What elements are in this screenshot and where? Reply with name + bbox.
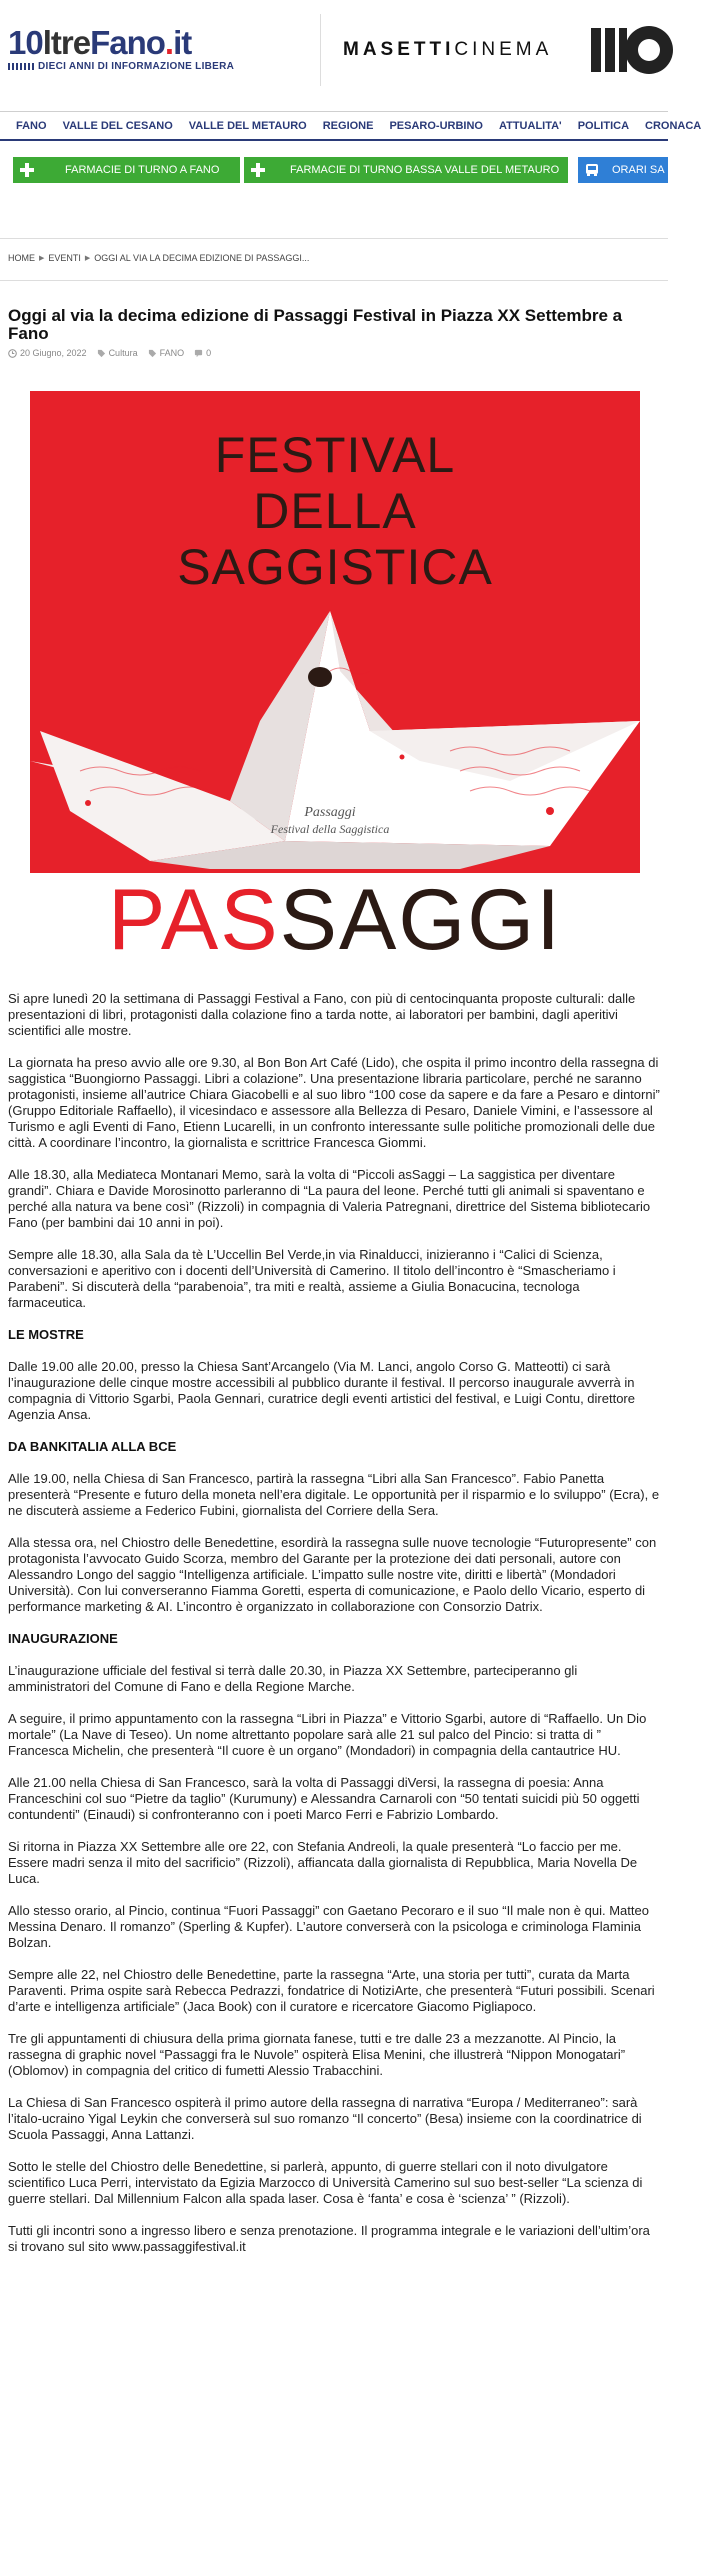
article-paragraph: Dalle 19.00 alle 20.00, presso la Chiesa Sant’Arcangelo (Via M. Lanci, angolo Corso G. Matteotti) ci sarà l’inaugurazione delle cinque mostre accessibili al pubblico durante il festival. Il percorso inaugurale avverrà in compagnia di Vittorio Sgarbi, Paola Gennari, curatrice degli eventi artistici del festival, e Luigi Contu, direttore Agenzia Ansa. xyxy=(8,1359,635,1422)
site-logo[interactable] xyxy=(8,26,234,72)
pharmacy-cross-icon xyxy=(13,157,41,183)
quick-link-farmacie-fano[interactable]: FARMACIE DI TURNO A FANO xyxy=(13,157,240,183)
breadcrumb xyxy=(8,253,309,263)
quick-links-bar xyxy=(0,157,668,183)
breadcrumb-arrow-icon: ▶ xyxy=(84,255,91,262)
article-paragraph: Sempre alle 22, nel Chiostro delle Benedettine, parte la rassegna “Arte, una storia per tutti”, curata da Marta Paraventi. Prima ospite sarà Rebecca Pedrazzi, fondatrice di NotiziArte, che presenterà “Futuri possibili. Scenari d’arte e intelligenza artificiale” (Jaca Book) con il curatore e ricercatore Giacomo Pigliapoco. xyxy=(8,1967,655,2014)
article-paragraph: A seguire, il primo appuntamento con la rassegna “Libri in Piazza” e Vittorio Sgarbi, autore di “Raffaello. Un Dio mortale” (La Nave di Teseo). Un nome altrettanto popolare sarà alle 21 sul palco del Pincio: si tratta di ” Francesca Michelin, che presenterà “Il cuore è un organo” (Mondadori) in compagnia della cantautrice HU. xyxy=(8,1711,647,1758)
meta-tag[interactable]: FANO xyxy=(148,348,185,358)
article-subheading: INAUGURAZIONE xyxy=(8,1631,118,1646)
article-paragraph: Si apre lunedì 20 la settimana di Passaggi Festival a Fano, con più di centocinquanta proposte culturali: dalle presentazioni di libri, protagonisti dalla colazione fino a tarda notte, ai laboratori per bambini, dagli aperitivi scientifici alle mostre. xyxy=(8,991,636,1038)
nav-item-pesaro-urbino[interactable]: PESARO-URBINO xyxy=(389,119,483,132)
quick-link-orari[interactable]: ORARI SA xyxy=(578,157,668,183)
tag-icon xyxy=(97,349,106,358)
meta-category[interactable]: Cultura xyxy=(97,348,138,358)
nav-item-regione[interactable]: REGIONE xyxy=(322,119,374,132)
bus-icon xyxy=(578,157,606,183)
main-nav xyxy=(0,111,702,141)
ad-brand-text: MASETTICINEMA xyxy=(343,39,553,60)
tag-icon xyxy=(148,349,157,358)
article-paragraph: Si ritorna in Piazza XX Settembre alle ore 22, con Stefania Andreoli, la quale presenterà “Lo faccio per me. Essere madri senza il mito del sacrificio” (Rizzoli), affiancata dalla giornalista di Repubblica, Maria Novella De Luca. xyxy=(8,1839,638,1886)
clock-icon xyxy=(8,349,17,358)
nav-item-valle-del-cesano[interactable]: VALLE DEL CESANO xyxy=(62,119,173,132)
article-paragraph: Sotto le stelle del Chiostro delle Benedettine, si parlerà, appunto, di guerre stellari con il noto divulgatore scientifico Luca Perri, intervistato da Egizia Marzocco di Università Camerino sul suo best-seller “La scienza di guerre stellari. Dal Millennium Falcon alla spada laser. Cosa è ‘fanta’ e cosa è ‘scienza’ ” (Rizzoli). xyxy=(8,2159,643,2206)
meta-date: 20 Giugno, 2022 xyxy=(8,348,87,358)
article-paragraph: Alle 19.00, nella Chiesa di San Francesco, partirà la rassegna “Libri alla San Francesco”. Fabio Panetta presenterà “Presente e futuro della moneta nell’era digitale. Le opportunità per il risparmio e lo sviluppo” (Ecra), e ne discuterà assieme a Federico Fubini, giornalista del Corriere della Sera. xyxy=(8,1471,660,1518)
logo-wordmark: 10ltreFano.it xyxy=(8,24,192,61)
article-paragraph: Tre gli appuntamenti di chiusura della prima giornata fanese, tutti e tre dalle 23 a mezzanotte. Al Pincio, la rassegna di graphic novel “Passaggi fra le Nuvole” ospiterà Elisa Menini, che illustrerà “Nippon Monogatari” (Oblomov) in compagnia del critico di fumetti Alessio Trabacchini. xyxy=(8,2031,626,2078)
poster-wordmark: PASSAGGI xyxy=(107,872,563,968)
divider xyxy=(0,280,668,281)
cinema-logo-icon xyxy=(589,20,669,80)
article-paragraph: Tutti gli incontri sono a ingresso libero e senza prenotazione. Il programma integrale e le variazioni dell’ultim’ora si trovano sul sito www.passaggifestival.it xyxy=(8,2223,650,2254)
article-body xyxy=(8,991,660,2271)
poster-title: FESTIVAL DELLA SAGGISTICA xyxy=(177,427,493,595)
paper-boat-illustration xyxy=(30,611,640,871)
nav-item-attualita[interactable]: ATTUALITA' xyxy=(498,119,562,132)
article-paragraph: L’inaugurazione ufficiale del festival si terrà dalle 20.30, in Piazza XX Settembre, parteciperanno gli amministratori del Comune di Fano e della Regione Marche. xyxy=(8,1663,578,1694)
article-paragraph: La Chiesa di San Francesco ospiterà il primo autore della rassegna di narrativa “Europa / Mediterraneo”: sarà l’italo-ucraino Yigal Leykin che converserà sul suo romanzo “Il concerto” (Besa) insieme con la coordinatrice di Scuola Passaggi, Anna Lattanzi. xyxy=(8,2095,642,2142)
nav-item-valle-del-metauro[interactable]: VALLE DEL METAURO xyxy=(188,119,307,132)
article-paragraph: Alla stessa ora, nel Chiostro delle Benedettine, esordirà la rassegna sulle nuove tecnologie “Futuropresente” con protagonista l’avvocato Guido Scorza, membro del Garante per la protezione dei dati personali, autore con Alessandro Longo del saggio “Intelligenza artificiale. L’impatto sulle nostre vite, diritti e libertà” (Mondadori Università). Con lui converseranno Fiamma Goretti, esperta di comunicazione, e Paolo dello Vicario, esperto di performance marketing & AI. L’incontro è organizzato in collaborazione con Consorzio Datrix. xyxy=(8,1535,657,1614)
divider xyxy=(0,238,668,239)
boat-text-festival: Festival della Saggistica xyxy=(270,822,390,836)
pharmacy-cross-icon xyxy=(244,157,272,183)
nav-item-cronaca[interactable]: CRONACA xyxy=(645,119,702,132)
nav-item-politica[interactable]: POLITICA xyxy=(577,119,630,132)
article-title: Oggi al via la decima edizione di Passaggi Festival in Piazza XX Settembre a Fano xyxy=(8,306,623,343)
article-paragraph: Alle 18.30, alla Mediateca Montanari Memo, sarà la volta di “Piccoli asSaggi – La saggistica per diventare grandi”. Chiara e Davide Morosinotto parleranno di “La paura del leone. Perché tutti gli animali si spaventano e perché alla natura va bene così” (Rizzoli) in compagnia di Valeria Patregnani, direttrice del Sistema bibliotecario Fano (per bambini dai 10 anni in poi). xyxy=(8,1167,651,1230)
site-header xyxy=(0,0,668,100)
ad-banner-masetti-cinema[interactable] xyxy=(320,14,668,86)
article-paragraph: La giornata ha preso avvio alle ore 9.30, al Bon Bon Art Café (Lido), che ospita il primo incontro della rassegna di saggistica “Buongiorno Passaggi. Libri a colazione”. Una presentazione libraria particolare, perché ne saranno protagonisti, insieme all’autrice Chiara Giacobelli e al suo libro “100 cose da sapere e da fare a Pesaro e dintorni” (Gruppo Editoriale Raffaello), il vicesindaco e assessore alla Bellezza di Pesaro, Daniele Vimini, e l’assessore al Turismo e agli Eventi di Fano, Etienn Lucarelli, in un confronto interessante sulle politiche promozionali delle due città. A coordinare l’incontro, la giornalista e scrittrice Francesca Giommi. xyxy=(8,1055,660,1150)
meta-comments[interactable]: 0 xyxy=(194,348,211,358)
article-paragraph: Alle 21.00 nella Chiesa di San Francesco, sarà la volta di Passaggi diVersi, la rassegna di poesia: Anna Franceschini col suo “Pietre da taglio” (Kurumuny) e Alessandra Carnaroli con “50 tentati suicidi più 50 oggetti contundenti” (Einaudi) si confronteranno con i poeti Marco Ferri e Fabrizio Lombardo. xyxy=(8,1775,640,1822)
article-meta xyxy=(8,348,221,358)
boat-text-passaggi: Passaggi xyxy=(304,805,356,820)
breadcrumb-home[interactable]: HOME xyxy=(8,253,35,263)
logo-tagline: DIECI ANNI DI INFORMAZIONE LIBERA xyxy=(8,61,234,72)
breadcrumb-eventi[interactable]: EVENTI xyxy=(48,253,81,263)
breadcrumb-arrow-icon: ▶ xyxy=(39,255,45,262)
quick-link-farmacie-bassa-valle[interactable]: FARMACIE DI TURNO BASSA VALLE DEL METAURO xyxy=(244,157,568,183)
breadcrumb-current: OGGI AL VIA LA DECIMA EDIZIONE DI PASSAGGI... xyxy=(94,253,310,263)
article-subheading: LE MOSTRE xyxy=(8,1327,84,1342)
article-subheading: DA BANKITALIA ALLA BCE xyxy=(8,1439,177,1454)
article-paragraph: Sempre alle 18.30, alla Sala da tè L’Uccellin Bel Verde,in via Rinalducci, inizieranno i “Calici di Scienza, conversazioni e aperitivo con i docenti dell’Università di Camerino. Il titolo dell’incontro è “Smascheriamo i Parabeni”. Si discuterà della “parabenoia”, tra miti e realtà, assieme a Giulia Bonacucina, tecnologa farmaceutica. xyxy=(8,1247,616,1310)
logo-ticks-icon xyxy=(8,63,34,70)
featured-image xyxy=(30,391,640,975)
comment-icon xyxy=(194,349,203,358)
article-paragraph: Allo stesso orario, al Pincio, continua “Fuori Passaggi” con Gaetano Pecoraro e il suo “Il male non è qui. Matteo Messina Denaro. Il romanzo” (Sperling & Kupfer). L’autore converserà con la psicologa e criminologa Flaminia Bolzan. xyxy=(8,1903,649,1950)
nav-item-fano[interactable]: FANO xyxy=(16,119,47,132)
